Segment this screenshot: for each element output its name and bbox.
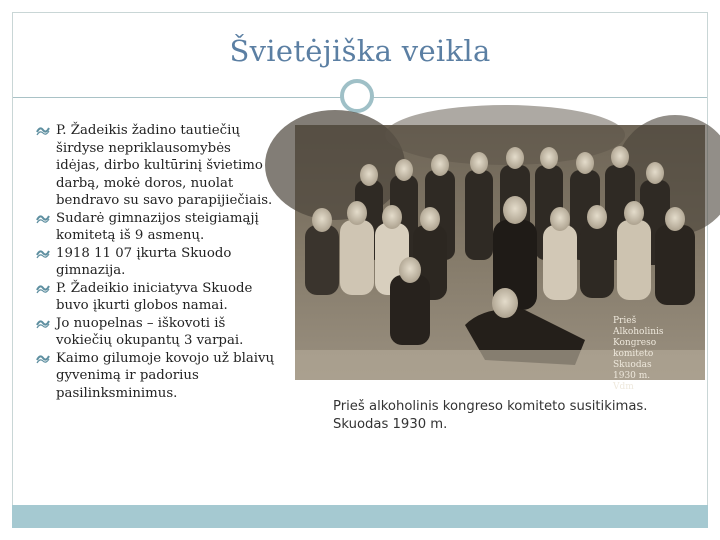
bullet-item [36, 245, 276, 280]
bullet-text: Kaimo gilumoje kovojo už blaivų gyvenimą ir padorius pasilinksminimus. [56, 350, 275, 401]
bullet-list [36, 122, 276, 402]
wave-bullet-icon [36, 125, 50, 136]
wave-bullet-icon [36, 318, 50, 329]
bullet-item [36, 122, 276, 210]
wave-bullet-icon [36, 353, 50, 364]
bullet-item [36, 280, 276, 315]
wave-bullet-icon [36, 213, 50, 224]
bullet-text: Jo nuopelnas – iškovoti iš vokiečių okupantų 3 varpai. [56, 315, 244, 348]
slide-title: Švietėjiška veikla [229, 34, 491, 68]
footer-bar [12, 505, 708, 528]
ring-ornament-icon [340, 79, 374, 113]
wave-bullet-icon [36, 283, 50, 294]
group-photo [295, 125, 705, 392]
group-photo-illustration [295, 125, 705, 392]
photo-caption: Prieš alkoholinis kongreso komiteto susitikimas. Skuodas 1930 m. [333, 399, 648, 432]
bullet-item [36, 210, 276, 245]
bullet-item [36, 350, 276, 403]
photo-inscription: Prieš Alkoholinis Kongreso komiteto Skuodas 1930 m. Vdm [613, 316, 664, 392]
bullet-text: 1918 11 07 įkurta Skuodo gimnazija. [56, 245, 232, 278]
bullet-text: P. Žadeikis žadino tautiečių širdyse nepriklausomybės idėjas, dirbo kultūrinį švietimo darbą, mokė doros, nuolat bendravo su savo parapijiečiais. [56, 123, 273, 208]
bullet-item [36, 315, 276, 350]
bullet-text: P. Žadeikio iniciatyva Skuode buvo įkurti globos namai. [56, 280, 253, 313]
wave-bullet-icon [36, 248, 50, 259]
bullet-text: Sudarė gimnazijos steigiamąjį komitetą iš 9 asmenų. [56, 210, 259, 243]
